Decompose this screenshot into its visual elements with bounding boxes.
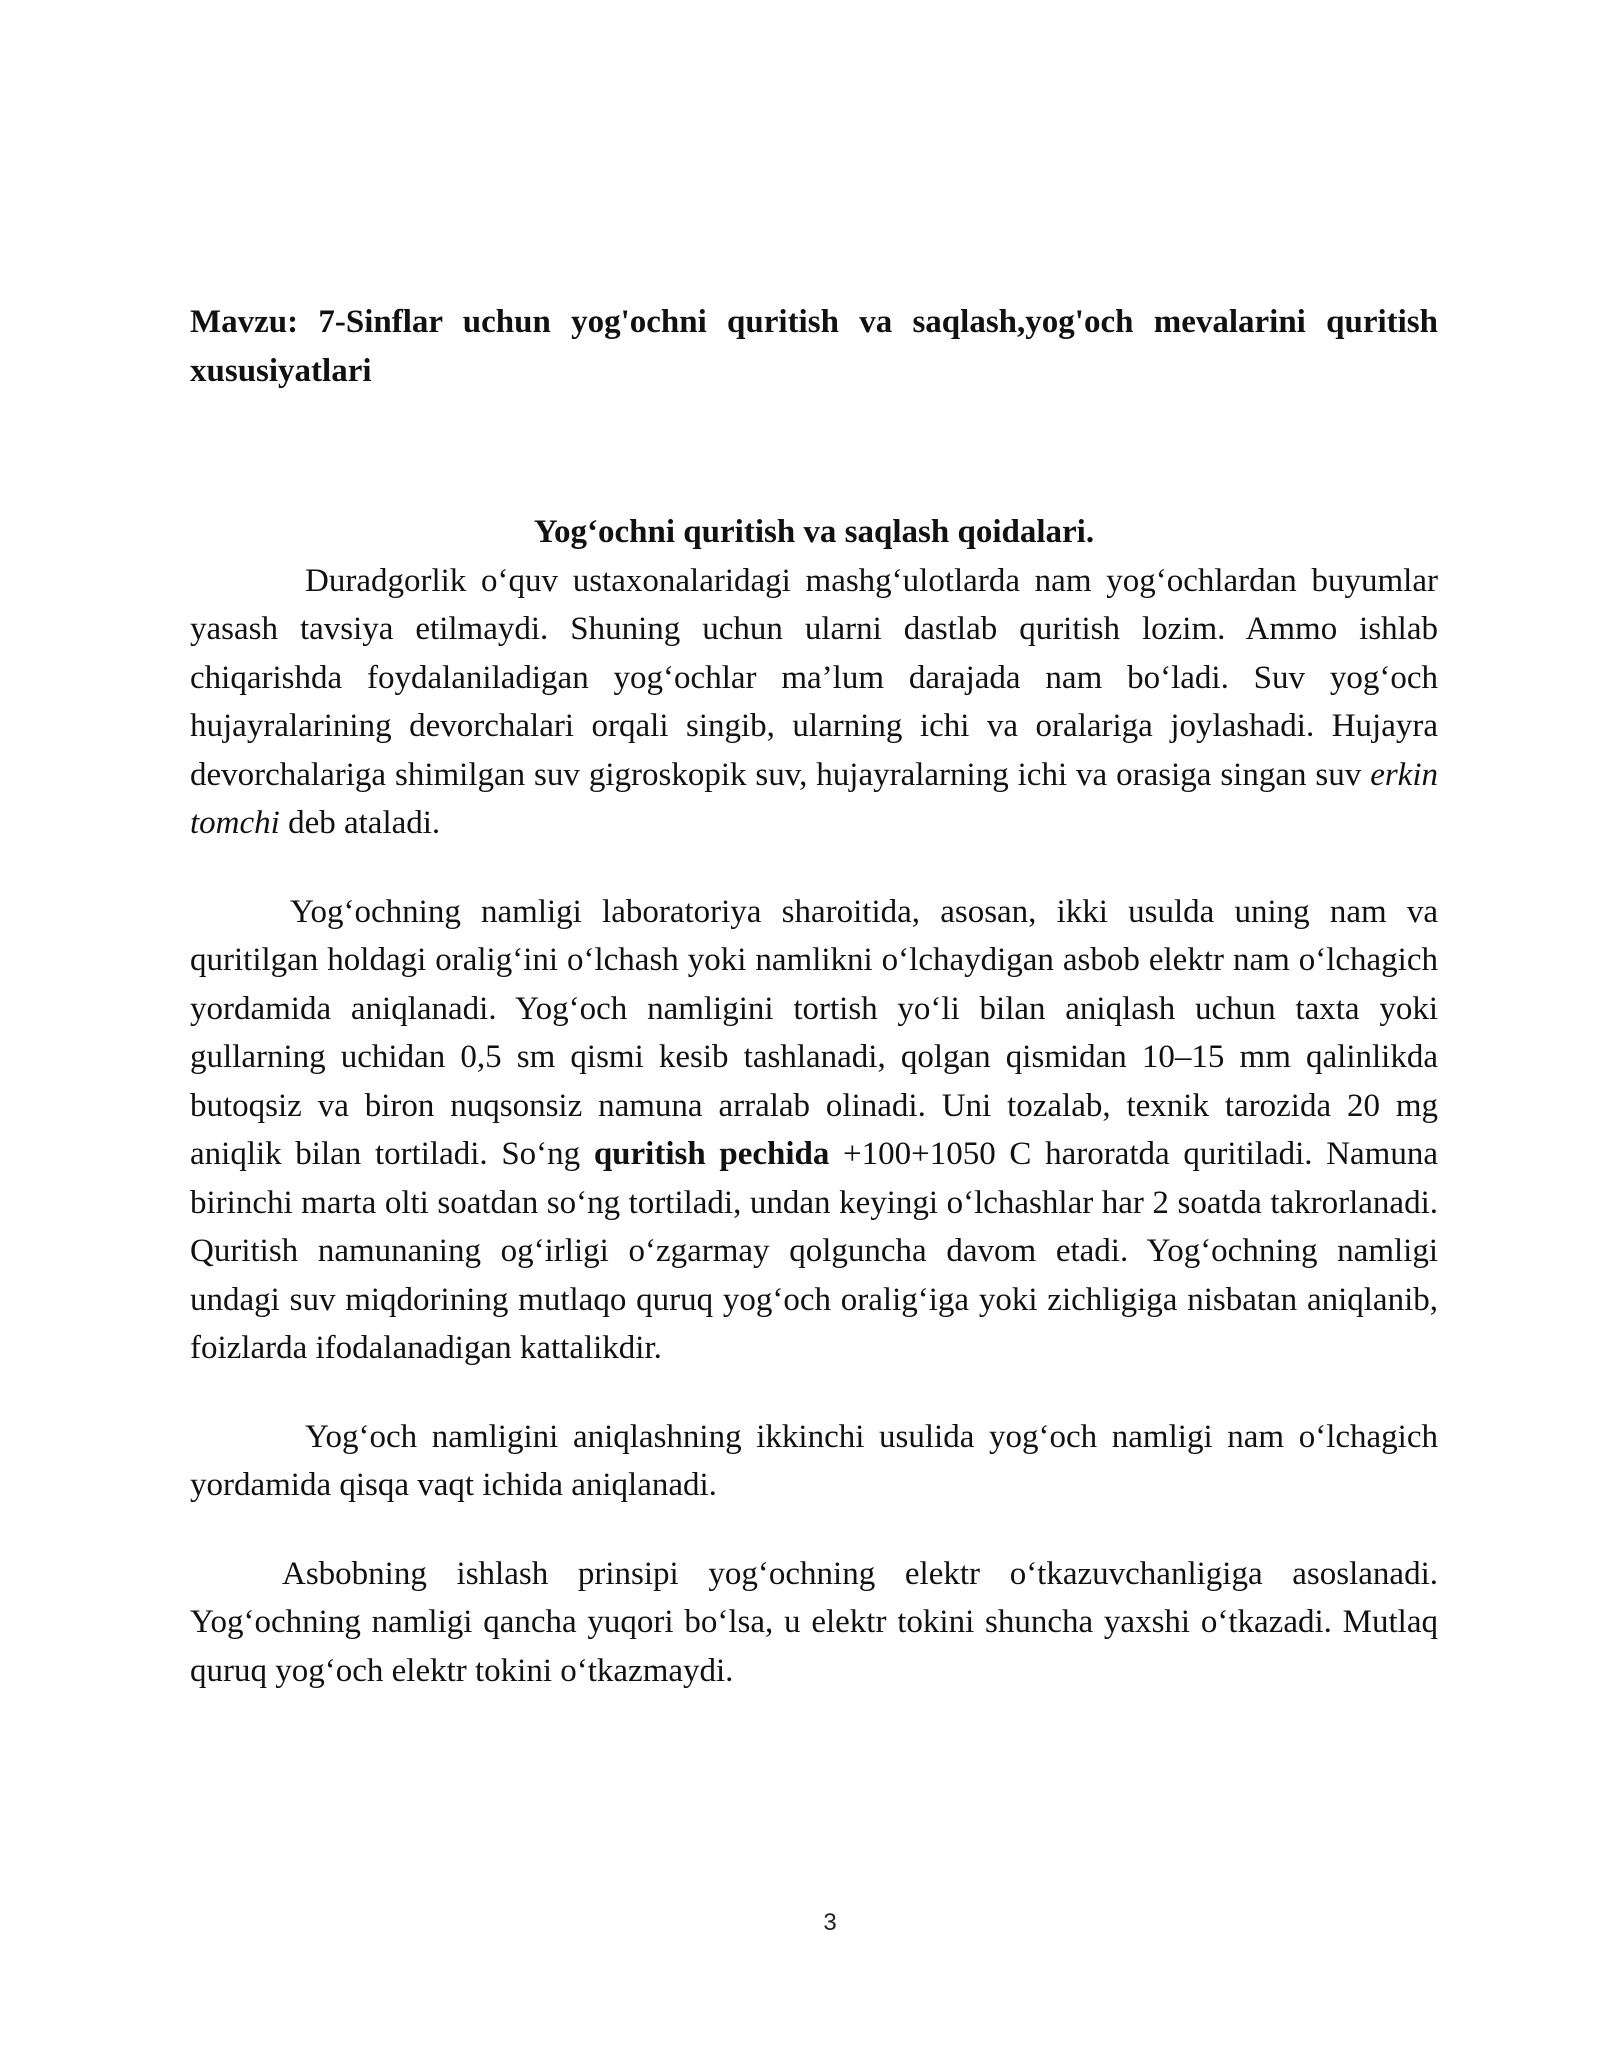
paragraph-1-text: Duradgorlik o‘quv ustaxonalaridagi mashg‘ulotlarda nam yog‘ochlardan buyumlar yasash tavsiya etilmaydi. Shuning uchun ularni dastlab quritish lozim. Ammo ishlab chiqarishda foydalaniladigan yog‘ochlar ma’lum darajada nam bo‘ladi. Suv yog‘och hujayralarining devorchalari orqali singib, ularning ichi va oralariga joylashadi. Hujayra devorchalariga shimilgan suv gigroskopik suv, hujayralarning ichi va orasiga singan suv [190,562,1438,793]
paragraph-1-text-end: deb ataladi. [279,805,441,841]
paragraph-4: Asbobning ishlash prinsipi yog‘ochning elektr o‘tkazuvchanligiga asoslanadi. Yog‘ochning namligi qancha yuqori bo‘lsa, u elektr tokini shuncha yaxshi o‘tkazadi. Mutlaq quruq yog‘och elektr tokini o‘tkazmaydi. [190,1555,1438,1689]
paragraph-2 [190,888,1438,1373]
paragraph-3: Yog‘och namligini aniqlashning ikkinchi usulida yog‘och namligi nam o‘lchagich yordamida qisqa vaqt ichida aniqlanadi. [190,1418,1438,1503]
paragraph-1-italic-term: erkin tomchi [190,756,1438,841]
page-content [190,298,1438,1695]
paragraph-2-text: Yog‘ochning namligi laboratoriya sharoitida, asosan, ikki usulda uning nam va quritilgan holdagi oralig‘ini o‘lchash yoki namlikni o‘lchaydigan asbob elektr nam o‘lchagich yordamida aniqlanadi. Yog‘och namligini tortish yo‘li bilan aniqlash uchun taxta yoki gullarning uchidan 0,5 sm qismi kesib tashlanadi, qolgan qismidan 10–15 mm qalinlikda butoqsiz va biron nuqsonsiz namuna arralab olinadi. Uni tozalab, texnik tarozida 20 mg aniqlik bilan tortiladi. So‘ng [190,893,1438,1172]
paragraph-2-bold-term: quritish pechida [593,1136,830,1172]
paragraph-2-text-end: +100+1050 C haroratda quritiladi. Namuna birinchi marta olti soatdan so‘ng tortiladi, undan keyingi o‘lchashlar har 2 soatda takrorlanadi. Quritish namunaning og‘irligi o‘zgarmay qolguncha davom etadi. Yog‘ochning namligi undagi suv miqdorining mutlaqo quruq yog‘och oralig‘iga yoki zichligiga nisbatan aniqlanib, foizlarda ifodalanadigan kattalikdir. [190,1136,1438,1366]
paragraph-1 [190,557,1438,848]
section-heading: Yog‘ochni quritish va saqlash qoidalari. [533,514,1095,550]
topic-title: Mavzu: 7-Sinflar uchun yog'ochni quritish va saqlash,yog'och mevalarini quritish xususiyatlari [190,304,1438,389]
page-number: 3 [823,1909,837,1936]
